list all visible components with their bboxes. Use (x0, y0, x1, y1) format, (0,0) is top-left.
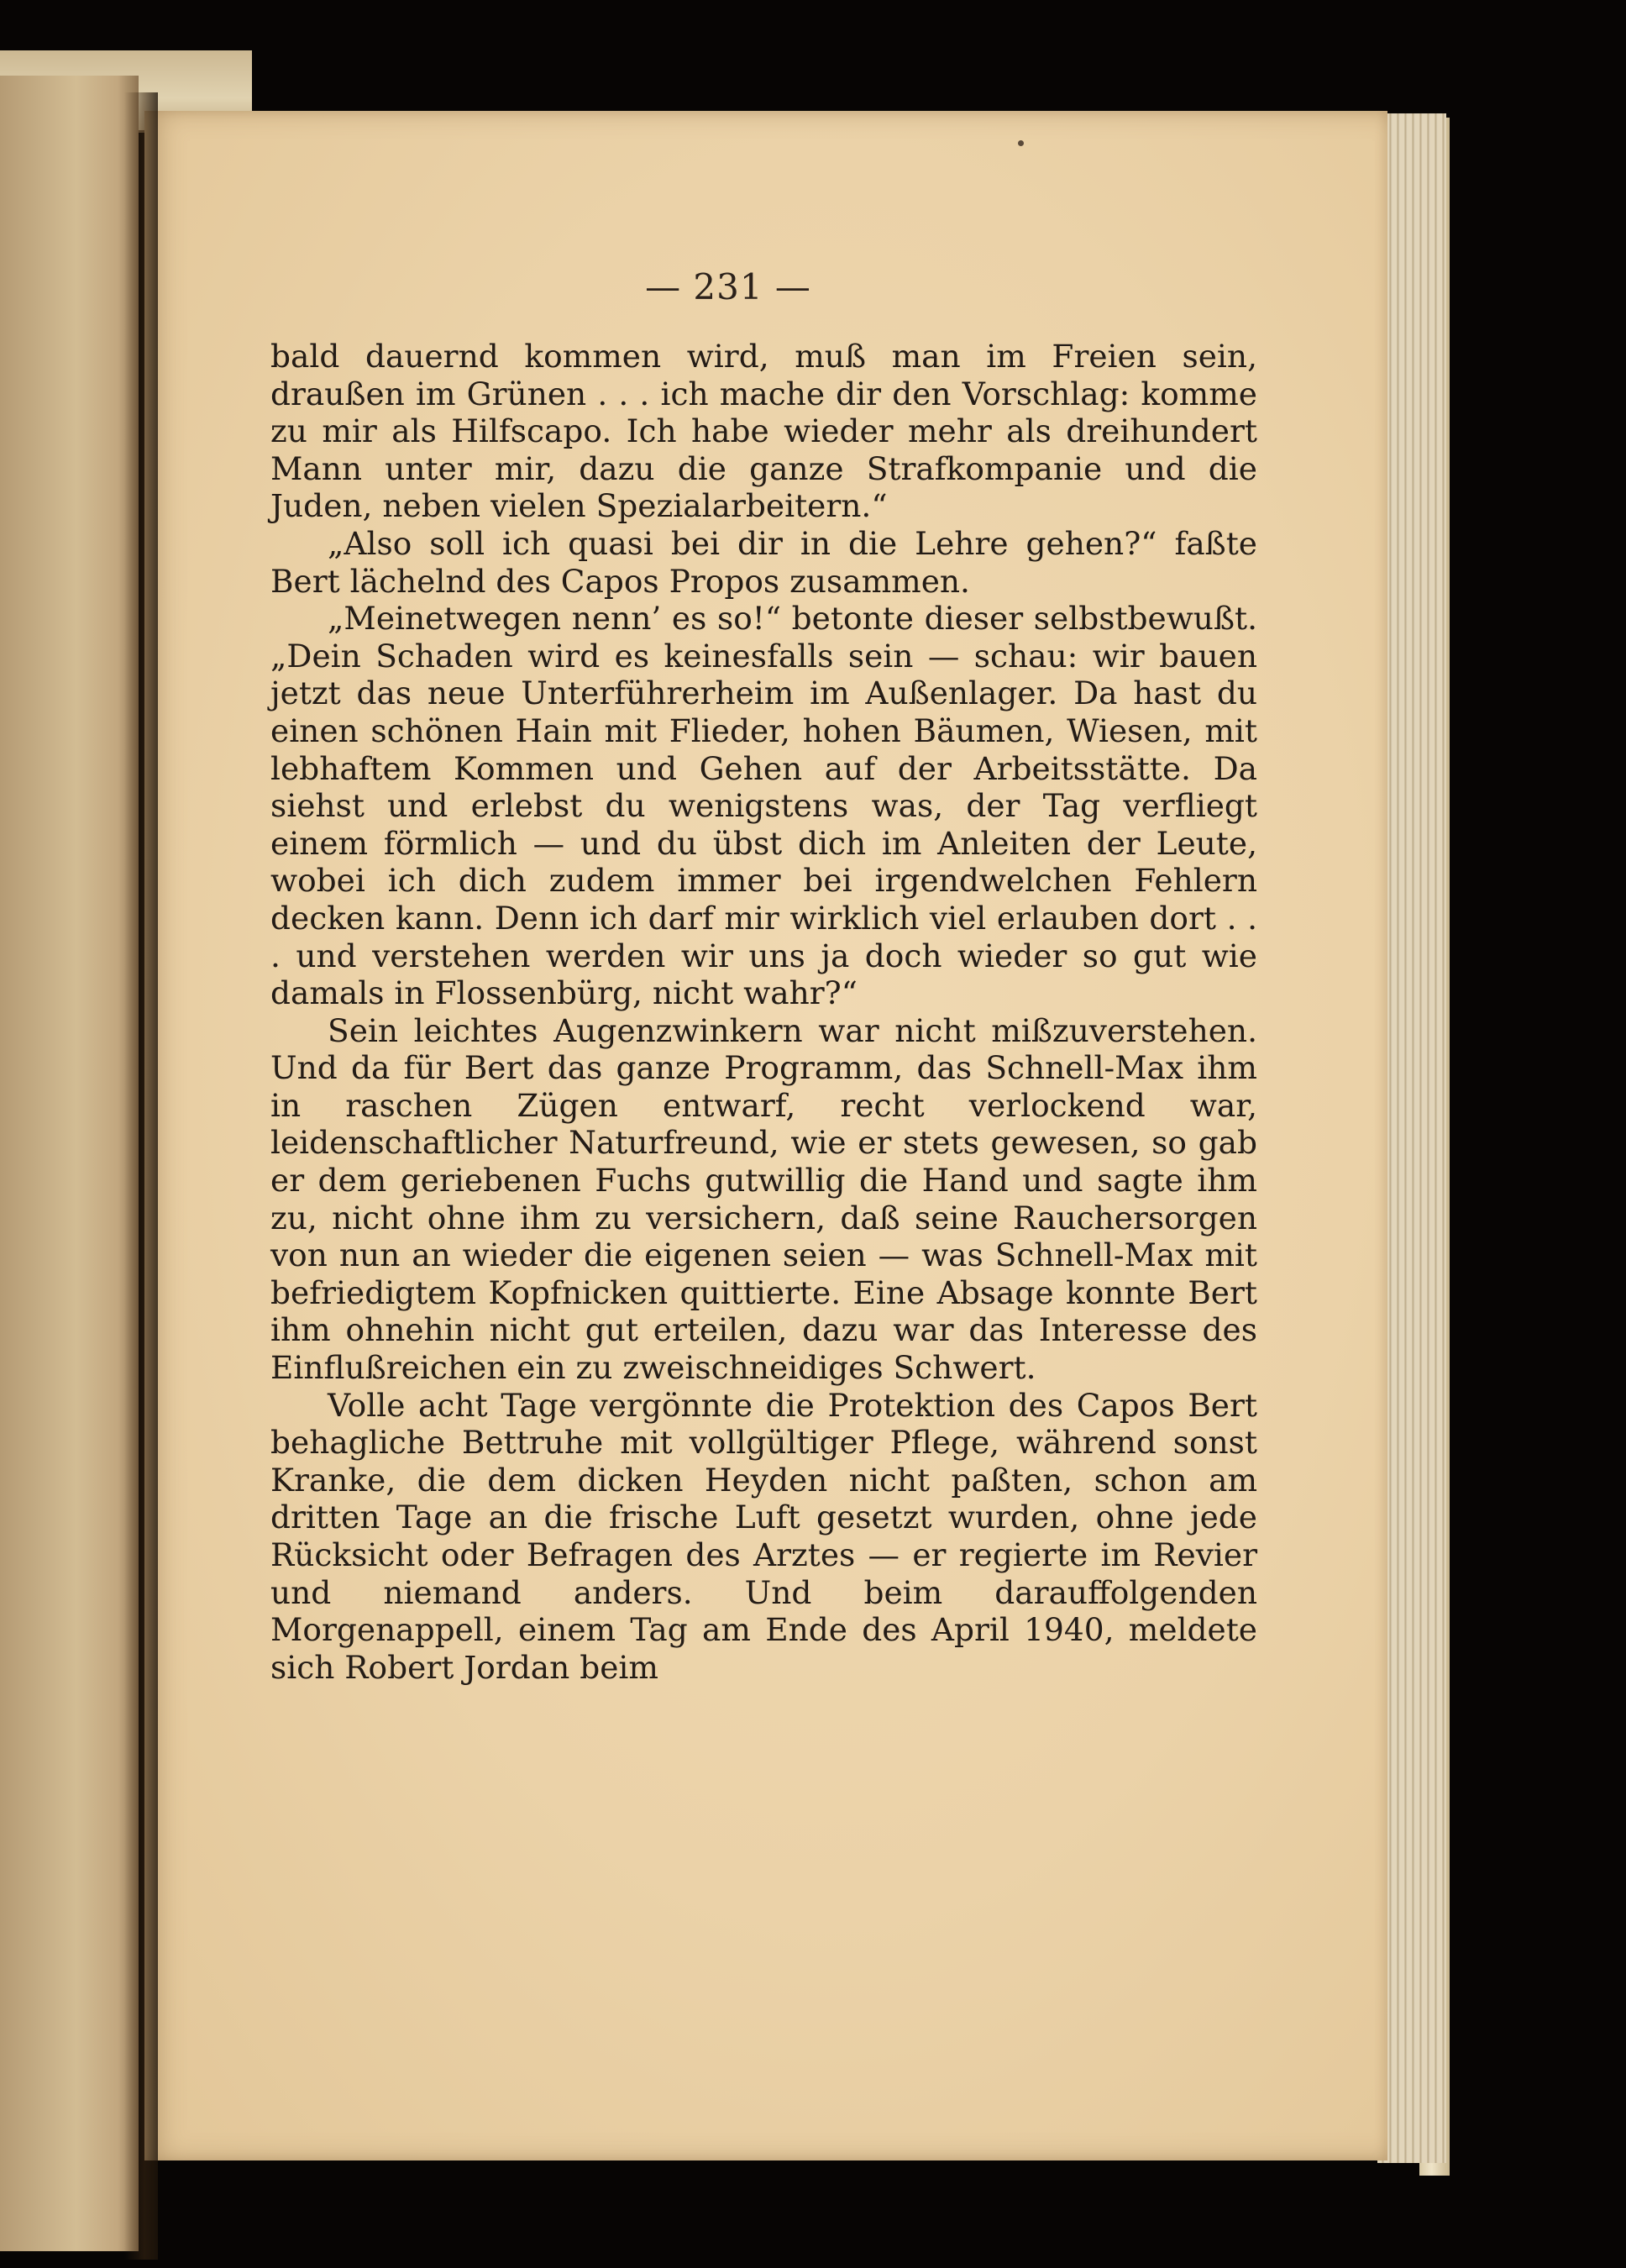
fore-edge-pages (1377, 113, 1446, 2163)
paragraph-2: „Also soll ich quasi bei dir in die Lehre gehen?“ faßte Bert lächelnd des Capos Propos zusammen. (270, 524, 1257, 600)
paragraph-3: „Meinetwegen nenn’ es so!“ betonte dieser selbstbewußt. „Dein Schaden wird es keinesfalls sein — schau: wir bauen jetzt das neue Unterführerheim im Außenlager. Da hast du einen schönen Hain mit Flieder, hohen Bäumen, Wiesen, mit lebhaftem Kommen und Gehen auf der Arbeitsstätte. Da siehst und erlebst du wenigstens was, der Tag verfliegt einem förmlich — und du übst dich im Anleiten der Leute, wobei ich dich zudem immer bei irgendwelchen Fehlern decken kann. Denn ich darf mir wirklich viel erlauben dort . . . und verstehen werden wir uns ja doch wieder so gut wie damals in Flossenbürg, nicht wahr?“ (270, 600, 1257, 1012)
page-number: — 231 — (645, 266, 811, 307)
paragraph-1: bald dauernd kommen wird, muß man im Freien sein, draußen im Grünen . . . ich mache dir den Vorschlag: komme zu mir als Hilfscapo. Ich habe wieder mehr als dreihundert Mann unter mir, dazu die ganze Strafkompanie und die Juden, neben vielen Spezialarbeitern.“ (270, 338, 1257, 525)
book-page (144, 111, 1387, 2160)
gutter-shadow (124, 92, 158, 2260)
paragraph-4: Sein leichtes Augenzwinkern war nicht mißzuverstehen. Und da für Bert das ganze Programm, das Schnell-Max ihm in raschen Zügen entwarf, recht verlockend war, leidenschaftlicher Naturfreund, wie er stets gewesen, so gab er dem geriebenen Fuchs gutwillig die Hand und sagte ihm zu, nicht ohne ihm zu versichern, daß seine Rauchersorgen von nun an wieder die eigenen seien — was Schnell-Max mit befriedigtem Kopfnicken quittierte. Eine Absage konnte Bert ihm ohnehin nicht gut erteilen, dazu war das Interesse des Einflußreichen ein zu zweischneidiges Schwert. (270, 1011, 1257, 1387)
previous-page-edge (0, 76, 139, 2251)
body-text (270, 338, 1257, 1686)
paragraph-5: Volle acht Tage vergönnte die Protektion des Capos Bert behagliche Bettruhe mit vollgültiger Pflege, während sonst Kranke, die dem dicken Heyden nicht paßten, schon am dritten Tage an die frische Luft gesetzt wurden, ohne jede Rücksicht oder Befragen des Arztes — er regierte im Revier und niemand anders. Und beim darauffolgenden Morgenappell, einem Tag am Ende des April 1940, meldete sich Robert Jordan beim (270, 1386, 1257, 1686)
ink-speck (1018, 140, 1024, 146)
